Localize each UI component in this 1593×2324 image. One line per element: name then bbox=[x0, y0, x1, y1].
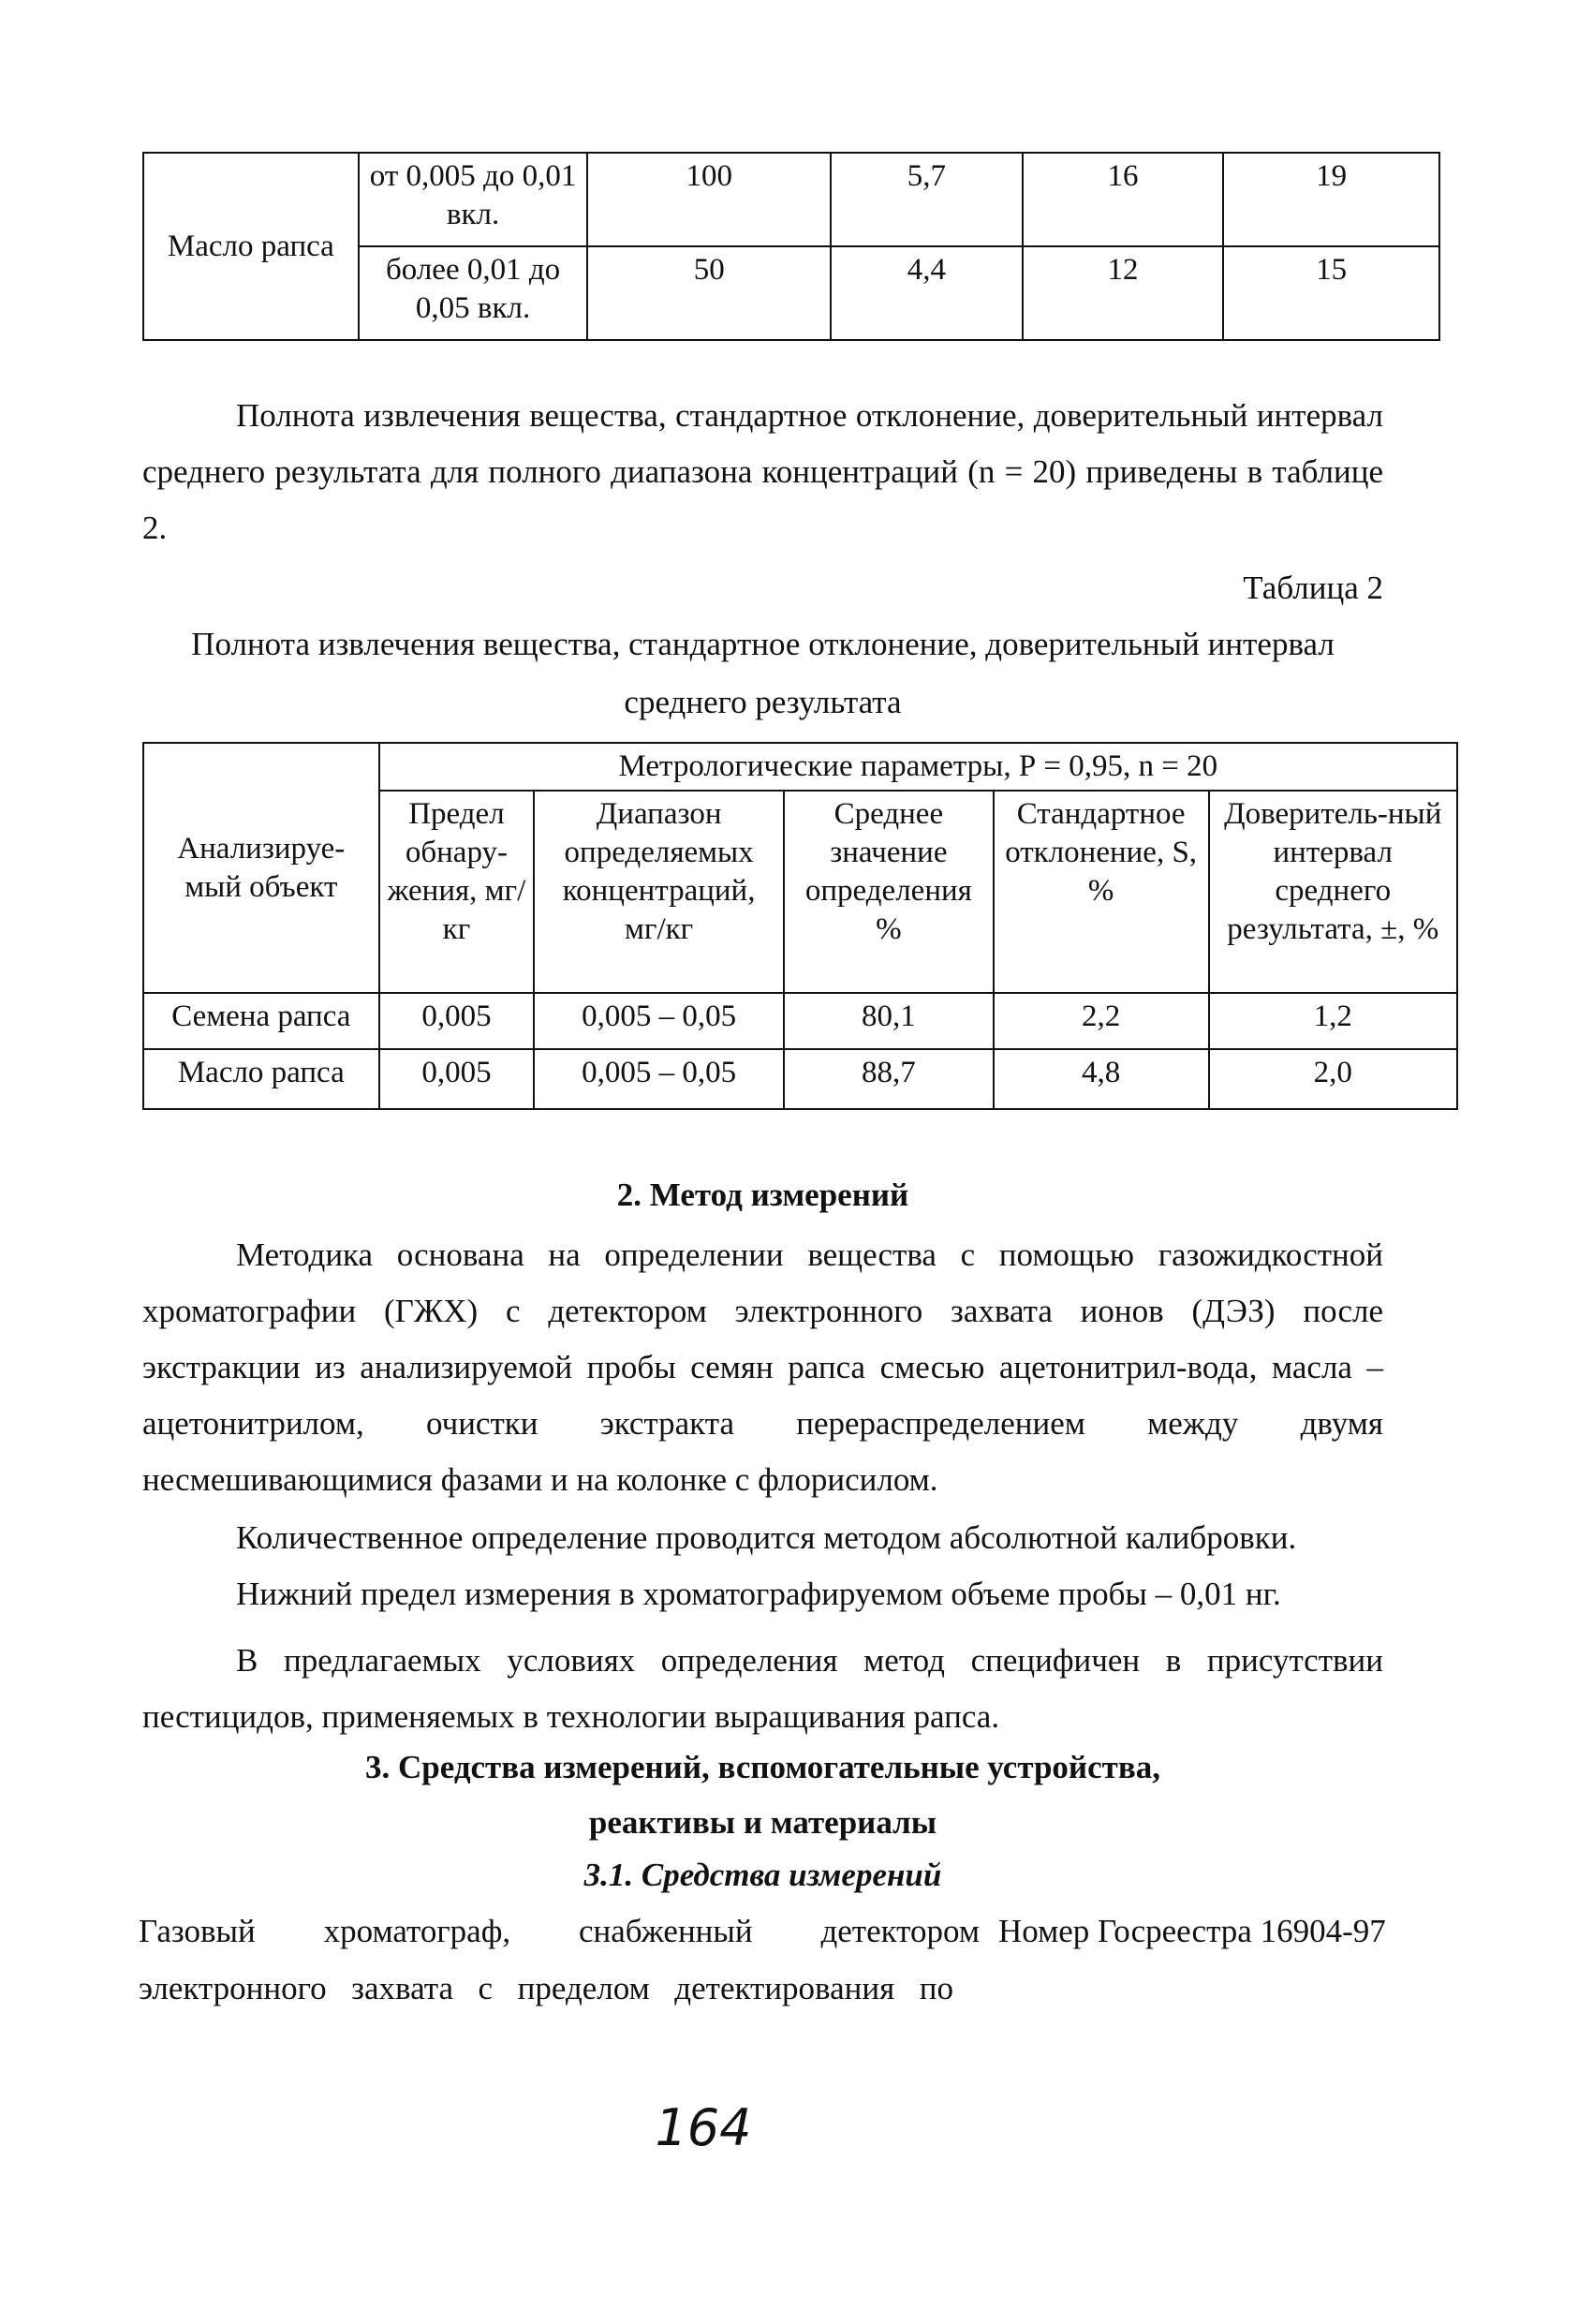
page-number: 164 bbox=[655, 2098, 752, 2157]
table-header-cell: Диапазон определяемых концентраций, мг/кг bbox=[534, 791, 784, 993]
table-cell: 15 bbox=[1223, 246, 1439, 340]
table-cell: 16 bbox=[1023, 153, 1224, 246]
table-cell: 5,7 bbox=[831, 153, 1023, 246]
table-cell: 80,1 bbox=[784, 993, 994, 1049]
section-2-paragraph-quantitative: Количественное определение проводится методом абсолютной калибровки. bbox=[236, 1519, 1297, 1556]
section-2-paragraph-lower-limit: Нижний предел измерения в хроматографируемом объеме пробы – 0,01 нг. bbox=[236, 1576, 1281, 1612]
table-row bbox=[143, 153, 1439, 246]
table-cell: 50 bbox=[587, 246, 831, 340]
equipment-item-name-line2: электронного захвата с пределом детектирования по bbox=[139, 1970, 953, 2006]
table-cell: 0,005 bbox=[379, 993, 535, 1049]
table-header-cell: Среднее значение определения % bbox=[784, 791, 994, 993]
table-cell-range: более 0,01 до 0,05 вкл. bbox=[359, 246, 588, 340]
section-2-title: 2. Метод измерений bbox=[616, 1177, 909, 1213]
table-cell: 1,2 bbox=[1209, 993, 1458, 1049]
table-header-row bbox=[143, 743, 1457, 791]
table-cell-range: от 0,005 до 0,01 вкл. bbox=[359, 153, 588, 246]
table-header-object: Анализируе-мый объект bbox=[143, 743, 379, 993]
table-header-cell: Доверитель-ный интервал среднего результата, ±, % bbox=[1209, 791, 1458, 993]
equipment-item-name: Газовый хроматограф, снабженный детектором bbox=[139, 1913, 980, 1949]
section-2-paragraph-specificity: В предлагаемых условиях определения метод специфичен в присутствии пестицидов, применяемых в технологии выращивания рапса. bbox=[142, 1642, 1383, 1735]
table-2-caption-line2: среднего результата bbox=[624, 684, 902, 720]
table-2-label: Таблица 2 bbox=[1243, 570, 1383, 606]
table-header-cell: Стандартное отклонение, S, % bbox=[994, 791, 1209, 993]
table-cell-object: Семена рапса bbox=[143, 993, 379, 1049]
table-header-group: Метрологические параметры, Р = 0,95, n = 20 bbox=[379, 743, 1457, 791]
table-row bbox=[143, 1049, 1457, 1109]
table-cell: 2,0 bbox=[1209, 1049, 1458, 1109]
table-cell-object: Масло рапса bbox=[143, 1049, 379, 1109]
section-3-title-line2: реактивы и материалы bbox=[588, 1804, 937, 1841]
table-cell: 4,8 bbox=[994, 1049, 1209, 1109]
table-cell: 100 bbox=[587, 153, 831, 246]
section-3-1-title: 3.1. Средства измерений bbox=[583, 1857, 942, 1893]
table-2-caption: Полнота извлечения вещества, стандартное отклонение, доверительный интервал bbox=[191, 626, 1335, 662]
equipment-item-registry: Номер Госреестра 16904-97 bbox=[998, 1913, 1386, 1949]
table-row bbox=[143, 993, 1457, 1049]
table-cell: 0,005 bbox=[379, 1049, 535, 1109]
table-2 bbox=[142, 742, 1458, 1110]
table-cell: 2,2 bbox=[994, 993, 1209, 1049]
table-cell: 12 bbox=[1023, 246, 1224, 340]
table-header-cell: Предел обнару-жения, мг/кг bbox=[379, 791, 535, 993]
table-cell: 88,7 bbox=[784, 1049, 994, 1109]
table-cell: 4,4 bbox=[831, 246, 1023, 340]
section-3-title: 3. Средства измерений, вспомогательные устройства, bbox=[365, 1749, 1160, 1785]
table-1-continuation bbox=[142, 152, 1440, 341]
section-2-paragraph-method: Методика основана на определении вещества с помощью газожидкостной хроматографии (ГЖХ) с детектором электронного захвата ионов (ДЭЗ) после экстракции из анализируемой пробы семян рапса смесью ацетонитрил-вода, масла – ацетонитрилом, очистки экстракта перераспределением между двумя несмешивающимися фазами и на колонке с флорисилом. bbox=[142, 1236, 1383, 1498]
table-cell: 0,005 – 0,05 bbox=[534, 993, 784, 1049]
table-cell: 0,005 – 0,05 bbox=[534, 1049, 784, 1109]
paragraph-intro: Полнота извлечения вещества, стандартное отклонение, доверительный интервал среднего результата для полного диапазона концентраций (n = 20) приведены в таблице 2. bbox=[142, 397, 1383, 546]
table-cell: 19 bbox=[1223, 153, 1439, 246]
table-cell-object: Масло рапса bbox=[143, 153, 359, 340]
